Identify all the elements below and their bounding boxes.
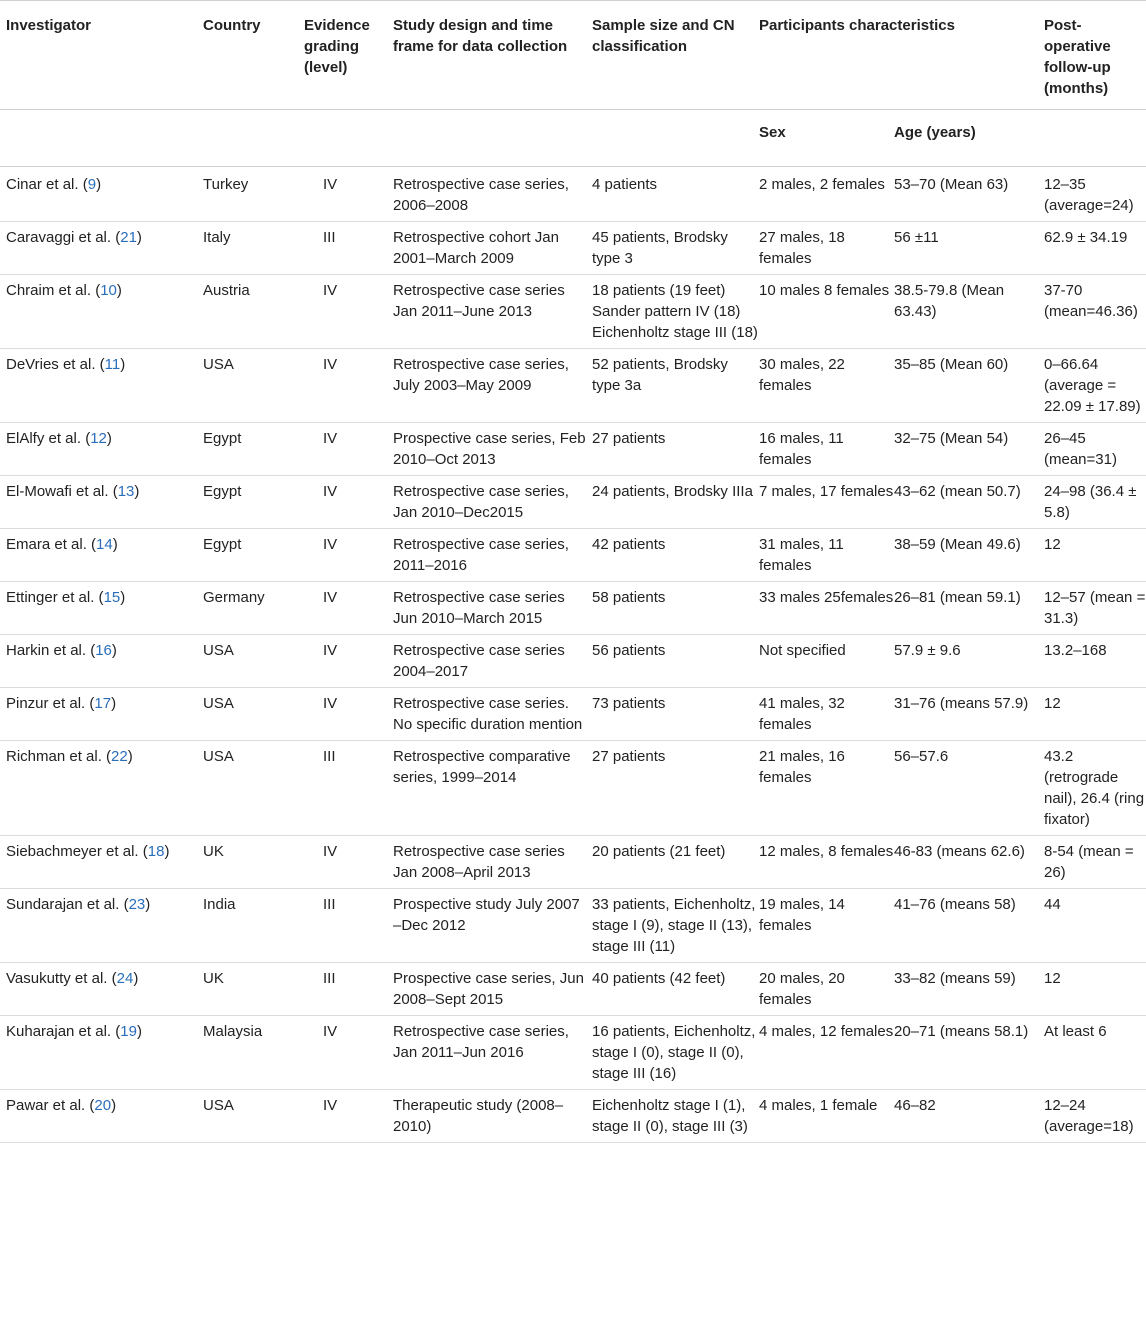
reference-link[interactable]: 17 — [94, 695, 112, 712]
cell-sex: 20 males, 20 females — [759, 970, 845, 1008]
cell-investigator: Pinzur et al. (17) — [6, 695, 117, 712]
cell-design: Retrospective case series, 2006–2008 — [393, 176, 569, 214]
cell-age: 43–62 (mean 50.7) — [894, 483, 1021, 500]
cell-sample: 20 patients (21 feet) — [592, 843, 726, 860]
cell-level: III — [323, 970, 336, 987]
investigator-name: Richman et al. — [6, 748, 102, 765]
cell-age: 46-83 (means 62.6) — [894, 843, 1025, 860]
cell-followup: 13.2–168 — [1044, 642, 1107, 659]
investigator-name: Caravaggi et al. — [6, 229, 112, 246]
cell-country: Turkey — [203, 176, 249, 193]
table-row — [0, 582, 1146, 635]
cell-country: USA — [203, 695, 234, 712]
cell-followup: 62.9 ± 34.19 — [1044, 229, 1128, 246]
cell-design: Retrospective case series, July 2003–May 2009 — [393, 356, 569, 394]
cell-sample: 58 patients — [592, 589, 666, 606]
cell-design: Retrospective case series Jan 2008–April 2013 — [393, 843, 565, 881]
cell-investigator: Kuharajan et al. (19) — [6, 1023, 142, 1040]
cell-followup: 12–35 (average=24) — [1044, 176, 1134, 214]
cell-sample: 24 patients, Brodsky IIIa — [592, 483, 753, 500]
cell-investigator: Ettinger et al. (15) — [6, 589, 126, 606]
cell-age: 56 ±11 — [894, 229, 939, 246]
cell-age: 46–82 — [894, 1097, 936, 1114]
cell-sex: 33 males 25females — [759, 589, 894, 606]
cell-investigator: Pawar et al. (20) — [6, 1097, 117, 1114]
table-row — [0, 741, 1146, 836]
cell-country: USA — [203, 642, 234, 659]
table-row — [0, 889, 1146, 963]
cell-sex: 7 males, 17 females — [759, 483, 894, 500]
cell-investigator: DeVries et al. (11) — [6, 356, 126, 373]
cell-design: Retrospective case series, Jan 2010–Dec2015 — [393, 483, 569, 521]
reference-link[interactable]: 12 — [90, 430, 107, 447]
cell-age: 26–81 (mean 59.1) — [894, 589, 1021, 606]
cell-investigator: Emara et al. (14) — [6, 536, 118, 553]
reference-link[interactable]: 20 — [94, 1097, 112, 1114]
cell-age: 35–85 (Mean 60) — [894, 356, 1009, 373]
investigator-name: Kuharajan et al. — [6, 1023, 112, 1040]
cell-design: Retrospective comparative series, 1999–2014 — [393, 748, 571, 786]
cell-sample: Eichenholtz stage I (1), stage II (0), stage III (3) — [592, 1097, 748, 1135]
cell-country: Malaysia — [203, 1023, 263, 1040]
cell-age: 57.9 ± 9.6 — [894, 642, 961, 659]
header-sex: Sex — [759, 124, 786, 141]
cell-age: 41–76 (means 58) — [894, 896, 1016, 913]
investigator-name: El-Mowafi et al. — [6, 483, 109, 500]
cell-sample: 27 patients — [592, 748, 666, 765]
cell-investigator: Harkin et al. (16) — [6, 642, 117, 659]
reference-link[interactable]: 13 — [117, 483, 135, 500]
cell-design: Retrospective case series, Jan 2011–Jun 2016 — [393, 1023, 569, 1061]
cell-investigator: Caravaggi et al. (21) — [6, 229, 142, 246]
cell-sex: 31 males, 11 females — [759, 536, 844, 574]
cell-investigator: Vasukutty et al. (24) — [6, 970, 139, 987]
reference-link[interactable]: 22 — [111, 748, 128, 765]
cell-design: Retrospective case series, 2011–2016 — [393, 536, 569, 574]
cell-followup: 12 — [1044, 536, 1061, 553]
cell-design: Retrospective case series. No specific duration mention — [393, 695, 583, 733]
cell-sample: 4 patients — [592, 176, 658, 193]
header-row — [0, 1, 1146, 110]
cell-level: IV — [323, 282, 338, 299]
table-row — [0, 1016, 1146, 1090]
cell-country: Italy — [203, 229, 231, 246]
investigator-name: Pawar et al. — [6, 1097, 86, 1114]
cell-country: USA — [203, 1097, 234, 1114]
cell-sample: 16 patients, Eichenholtz, stage I (0), stage II (0), stage III (16) — [592, 1023, 756, 1082]
cell-followup: 12–24 (average=18) — [1044, 1097, 1134, 1135]
cell-age: 56–57.6 — [894, 748, 949, 765]
cell-followup: 24–98 (36.4 ± 5.8) — [1044, 483, 1137, 521]
cell-sex: 41 males, 32 females — [759, 695, 845, 733]
cell-sex: 2 males, 2 females — [759, 176, 885, 193]
investigator-name: Cinar et al. — [6, 176, 79, 193]
table-row — [0, 423, 1146, 476]
cell-country: USA — [203, 356, 234, 373]
cell-design: Retrospective cohort Jan 2001–March 2009 — [393, 229, 559, 267]
cell-level: IV — [323, 1097, 338, 1114]
cell-sample: 33 patients, Eichenholtz, stage I (9), stage II (13), stage III (11) — [592, 896, 756, 955]
cell-age: 20–71 (means 58.1) — [894, 1023, 1029, 1040]
cell-level: IV — [323, 589, 338, 606]
reference-link[interactable]: 10 — [100, 282, 117, 299]
cell-followup: 37-70 (mean=46.36) — [1044, 282, 1138, 320]
cell-level: IV — [323, 1023, 338, 1040]
subheader-row — [0, 110, 1146, 167]
table-row — [0, 529, 1146, 582]
cell-sample: 52 patients, Brodsky type 3a — [592, 356, 728, 394]
investigator-name: DeVries et al. — [6, 356, 96, 373]
cell-level: III — [323, 229, 336, 246]
cell-country: Germany — [203, 589, 265, 606]
table-row — [0, 1090, 1146, 1143]
cell-level: IV — [323, 176, 338, 193]
cell-level: III — [323, 748, 336, 765]
cell-sex: 16 males, 11 females — [759, 430, 844, 468]
reference-link[interactable]: 9 — [87, 176, 97, 193]
header-followup: Post-operative follow-up (months) — [1044, 17, 1111, 97]
cell-design: Prospective study July 2007 –Dec 2012 — [393, 896, 580, 934]
cell-sex: 21 males, 16 females — [759, 748, 845, 786]
header-age: Age (years) — [894, 124, 976, 141]
cell-level: III — [323, 896, 336, 913]
cell-age: 38.5-79.8 (Mean 63.43) — [894, 282, 1005, 320]
cell-level: IV — [323, 695, 338, 712]
investigator-name: Chraim et al. — [6, 282, 92, 299]
table-body — [0, 167, 1146, 1143]
cell-sex: Not specified — [759, 642, 846, 659]
cell-level: IV — [323, 430, 338, 447]
cell-country: Austria — [203, 282, 250, 299]
investigator-name: Vasukutty et al. — [6, 970, 108, 987]
cell-followup: 43.2 (retrograde nail), 26.4 (ring fixator) — [1044, 748, 1145, 828]
cell-design: Retrospective case series 2004–2017 — [393, 642, 565, 680]
cell-followup: 12 — [1044, 970, 1061, 987]
cell-investigator: Chraim et al. (10) — [6, 282, 122, 299]
cell-country: Egypt — [203, 430, 242, 447]
cell-sex: 12 males, 8 females — [759, 843, 894, 860]
cell-sample: 27 patients — [592, 430, 666, 447]
cell-sex: 4 males, 12 females — [759, 1023, 894, 1040]
cell-design: Retrospective case series Jun 2010–March 2015 — [393, 589, 565, 627]
cell-country: UK — [203, 843, 224, 860]
cell-country: Egypt — [203, 483, 242, 500]
cell-age: 31–76 (means 57.9) — [894, 695, 1029, 712]
cell-sex: 10 males 8 females — [759, 282, 890, 299]
cell-level: IV — [323, 483, 338, 500]
investigator-name: Ettinger et al. — [6, 589, 95, 606]
cell-investigator: El-Mowafi et al. (13) — [6, 483, 140, 500]
cell-sex: 27 males, 18 females — [759, 229, 845, 267]
cell-age: 38–59 (Mean 49.6) — [894, 536, 1021, 553]
investigator-name: Sundarajan et al. — [6, 896, 120, 913]
cell-investigator: Cinar et al. (9) — [6, 176, 102, 193]
cell-level: IV — [323, 356, 338, 373]
reference-link[interactable]: 19 — [120, 1023, 137, 1040]
cell-followup: 12 — [1044, 695, 1061, 712]
cell-followup: 12–57 (mean = 31.3) — [1044, 589, 1146, 627]
cell-followup: 44 — [1044, 896, 1061, 913]
cell-country: Egypt — [203, 536, 242, 553]
cell-age: 33–82 (means 59) — [894, 970, 1016, 987]
cell-country: India — [203, 896, 236, 913]
cell-country: USA — [203, 748, 234, 765]
header-country: Country — [203, 17, 261, 34]
reference-link[interactable]: 21 — [120, 229, 137, 246]
investigator-name: Pinzur et al. — [6, 695, 86, 712]
reference-link[interactable]: 23 — [128, 896, 146, 913]
cell-design: Retrospective case series Jan 2011–June 2013 — [393, 282, 565, 320]
investigator-name: Harkin et al. — [6, 642, 87, 659]
investigator-name: Siebachmeyer et al. — [6, 843, 139, 860]
table-row — [0, 688, 1146, 741]
reference-link[interactable]: 11 — [104, 356, 121, 373]
cell-level: IV — [323, 536, 338, 553]
cell-sample: 40 patients (42 feet) — [592, 970, 726, 987]
cell-sample: 73 patients — [592, 695, 666, 712]
cell-followup: At least 6 — [1044, 1023, 1107, 1040]
table-row — [0, 349, 1146, 423]
investigator-name: ElAlfy et al. — [6, 430, 82, 447]
table-row — [0, 275, 1146, 349]
cell-age: 53–70 (Mean 63) — [894, 176, 1009, 193]
header-sample: Sample size and CN classification — [592, 17, 735, 55]
cell-sample: 45 patients, Brodsky type 3 — [592, 229, 728, 267]
cell-design: Prospective case series, Jun 2008–Sept 2015 — [393, 970, 584, 1008]
header-participants: Participants characteristics — [759, 17, 955, 34]
cell-sample: 18 patients (19 feet) Sander pattern IV (18) Eichenholtz stage III (18) — [592, 282, 758, 341]
header-investigator: Investigator — [6, 17, 92, 34]
table-row — [0, 476, 1146, 529]
reference-link[interactable]: 15 — [103, 589, 121, 606]
cell-investigator: Sundarajan et al. (23) — [6, 896, 151, 913]
header-evidence: Evidence grading (level) — [304, 17, 370, 76]
cell-followup: 26–45 (mean=31) — [1044, 430, 1117, 468]
header-design: Study design and time frame for data collection — [393, 17, 568, 55]
cell-sex: 4 males, 1 female — [759, 1097, 878, 1114]
cell-design: Prospective case series, Feb 2010–Oct 2013 — [393, 430, 586, 468]
cell-followup: 0–66.64 (average = 22.09 ± 17.89) — [1044, 356, 1141, 415]
reference-link[interactable]: 24 — [116, 970, 134, 987]
table-row — [0, 167, 1146, 222]
reference-link[interactable]: 14 — [96, 536, 113, 553]
cell-sample: 42 patients — [592, 536, 666, 553]
table-row — [0, 222, 1146, 275]
cell-sex: 30 males, 22 females — [759, 356, 845, 394]
cell-country: UK — [203, 970, 224, 987]
cell-level: IV — [323, 843, 338, 860]
reference-link[interactable]: 16 — [95, 642, 112, 659]
cell-sample: 56 patients — [592, 642, 666, 659]
cell-level: IV — [323, 642, 338, 659]
cell-design: Therapeutic study (2008–2010) — [393, 1097, 564, 1135]
table-row — [0, 836, 1146, 889]
reference-link[interactable]: 18 — [147, 843, 165, 860]
cell-followup: 8-54 (mean = 26) — [1044, 843, 1134, 881]
table-row — [0, 635, 1146, 688]
cell-age: 32–75 (Mean 54) — [894, 430, 1009, 447]
cell-investigator: Richman et al. (22) — [6, 748, 133, 765]
investigator-name: Emara et al. — [6, 536, 87, 553]
cell-investigator: ElAlfy et al. (12) — [6, 430, 112, 447]
cell-investigator: Siebachmeyer et al. (18) — [6, 843, 170, 860]
cell-sex: 19 males, 14 females — [759, 896, 845, 934]
table-row — [0, 963, 1146, 1016]
